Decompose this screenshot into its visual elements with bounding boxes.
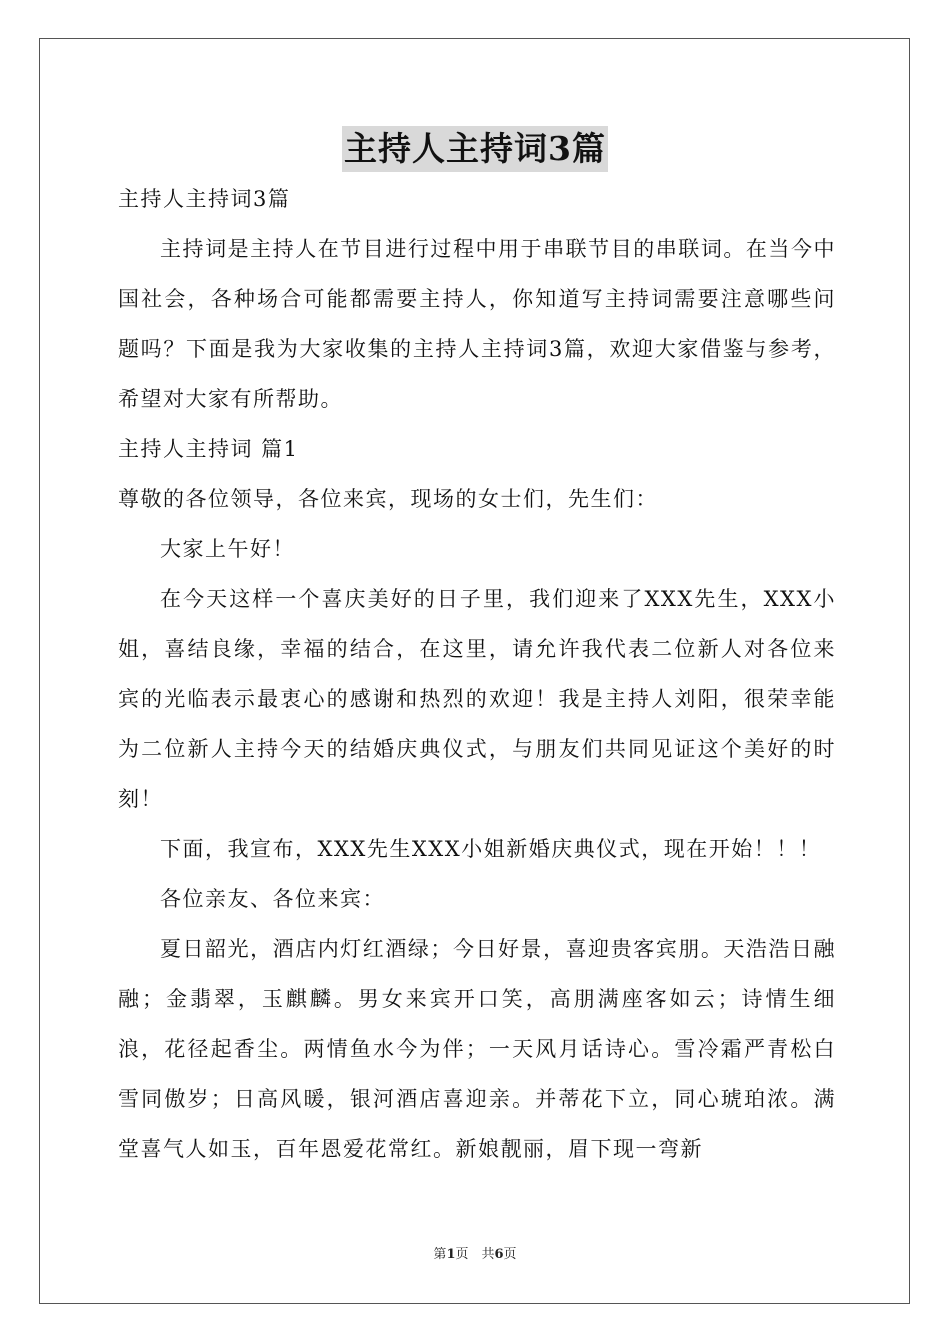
address-paragraph: 各位亲友、各位来宾：: [160, 887, 385, 911]
footer-total-pages: 6: [494, 1247, 504, 1262]
footer-suffix: 页: [503, 1247, 517, 1262]
footer-prefix: 第: [433, 1247, 447, 1262]
announcement-paragraph: 下面，我宣布，XXX先生XXX小姐新婚庆典仪式，现在开始！！！: [160, 837, 822, 861]
greeting-paragraph: 大家上午好！: [160, 537, 295, 561]
footer-current-page: 1: [446, 1247, 456, 1262]
poem-paragraph: 夏日韶光，酒店内灯红酒绿；今日好景，喜迎贵客宾朋。天浩浩日融融；金翡翠，玉麒麟。男女来宾开口笑，高朋满座客如云；诗情生细浪，花径起香尘。两情鱼水今为伴；一天风月话诗心。雪冷霜严青松白雪同傲岁；日高风暖，银河酒店喜迎亲。并蒂花下立，同心琥珀浓。满堂喜气人如玉，百年恩爱花常红。新娘靓丽，眉下现一弯新: [118, 937, 836, 1161]
title-area: [0, 126, 950, 172]
page-footer: [0, 1243, 950, 1262]
intro-paragraph: 主持词是主持人在节目进行过程中用于串联节目的串联词。在当今中国社会，各种场合可能都需要主持人，你知道写主持词需要注意哪些问题吗？下面是我为大家收集的主持人主持词3篇，欢迎大家借鉴与参考，希望对大家有所帮助。: [118, 237, 836, 411]
document-title: 主持人主持词3篇: [342, 126, 608, 172]
salutation: 尊敬的各位领导，各位来宾，现场的女士们，先生们：: [118, 487, 658, 511]
document-subtitle: 主持人主持词3篇: [118, 187, 291, 211]
section-heading: 主持人主持词 篇1: [118, 437, 299, 461]
welcome-paragraph: 在今天这样一个喜庆美好的日子里，我们迎来了XXX先生，XXX小姐，喜结良缘，幸福的结合，在这里，请允许我代表二位新人对各位来宾的光临表示最衷心的感谢和热烈的欢迎！我是主持人刘阳，很荣幸能为二位新人主持今天的结婚庆典仪式，与朋友们共同见证这个美好的时刻！: [118, 587, 836, 811]
footer-middle: 页 共: [455, 1247, 495, 1262]
document-body: [118, 174, 836, 1174]
